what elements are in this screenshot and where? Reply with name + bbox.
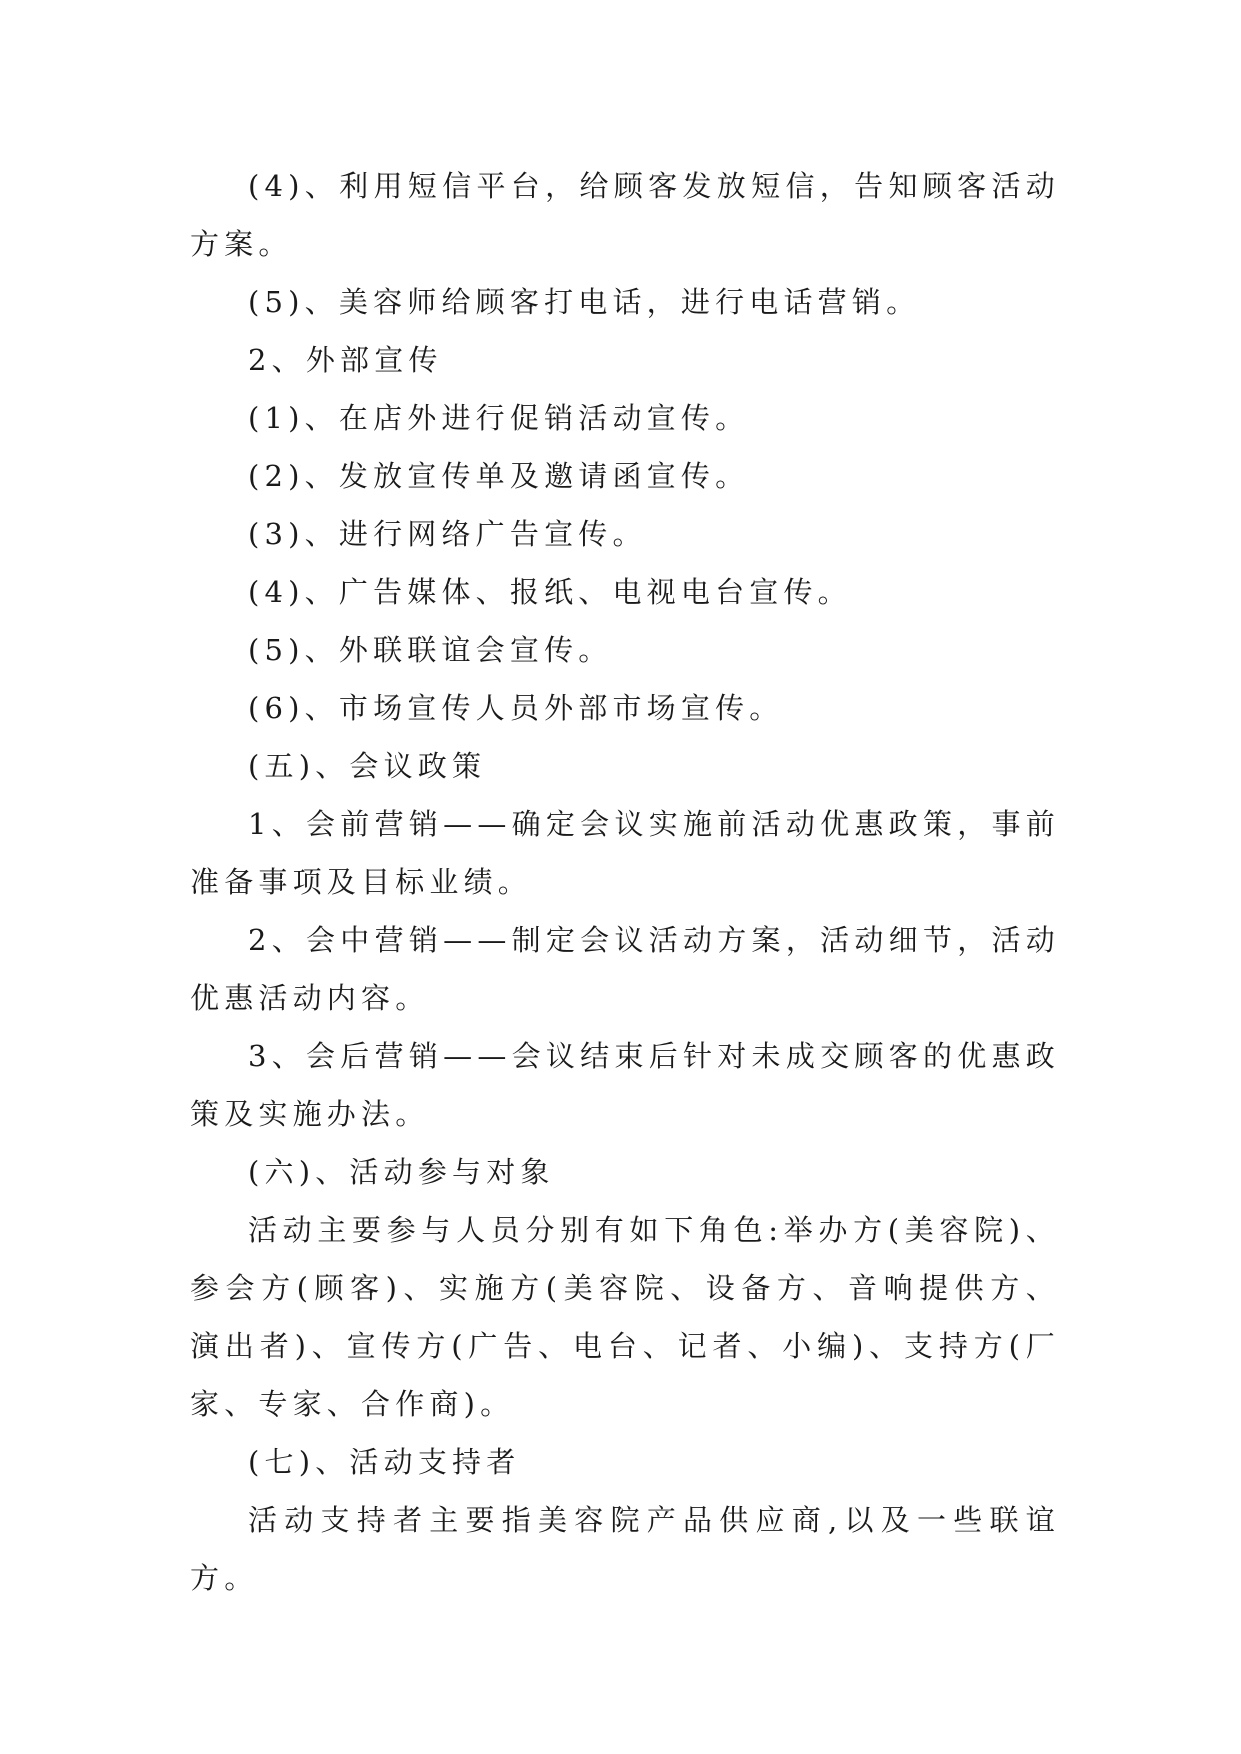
paragraph-fellowship-promotion: (5)、外联联谊会宣传。	[248, 633, 613, 667]
heading-participants: (六)、活动参与对象	[248, 1155, 555, 1189]
heading-meeting-policy: (五)、会议政策	[248, 749, 487, 783]
heading-external-promotion: 2、外部宣传	[248, 343, 443, 377]
paragraph-pre-meeting-marketing: 1、会前营销——确定会议实施前活动优惠政策，事前准备事项及目标业绩。	[190, 807, 1060, 899]
paragraph-media-ads: (4)、广告媒体、报纸、电视电台宣传。	[248, 575, 852, 609]
paragraph-market-staff-promotion: (6)、市场宣传人员外部市场宣传。	[248, 691, 784, 725]
paragraph-sms-platform: (4)、利用短信平台，给顾客发放短信，告知顾客活动方案。	[190, 169, 1060, 261]
paragraph-online-ads: (3)、进行网络广告宣传。	[248, 517, 647, 551]
paragraph-outdoor-promotion: (1)、在店外进行促销活动宣传。	[248, 401, 750, 435]
document-page	[190, 157, 1060, 1607]
heading-supporters: (七)、活动支持者	[248, 1445, 521, 1479]
paragraph-flyers-invitations: (2)、发放宣传单及邀请函宣传。	[248, 459, 750, 493]
paragraph-mid-meeting-marketing: 2、会中营销——制定会议活动方案，活动细节，活动优惠活动内容。	[190, 923, 1060, 1015]
paragraph-phone-marketing: (5)、美容师给顾客打电话，进行电话营销。	[248, 285, 921, 319]
paragraph-participant-roles: 活动主要参与人员分别有如下角色:举办方(美容院)、参会方(顾客)、实施方(美容院、设备方、音响提供方、演出者)、宣传方(广告、电台、记者、小编)、支持方(厂家、专家、合作商)。	[190, 1213, 1060, 1421]
paragraph-supporters-description: 活动支持者主要指美容院产品供应商,以及一些联谊方。	[190, 1503, 1060, 1595]
paragraph-post-meeting-marketing: 3、会后营销——会议结束后针对未成交顾客的优惠政策及实施办法。	[190, 1039, 1060, 1131]
